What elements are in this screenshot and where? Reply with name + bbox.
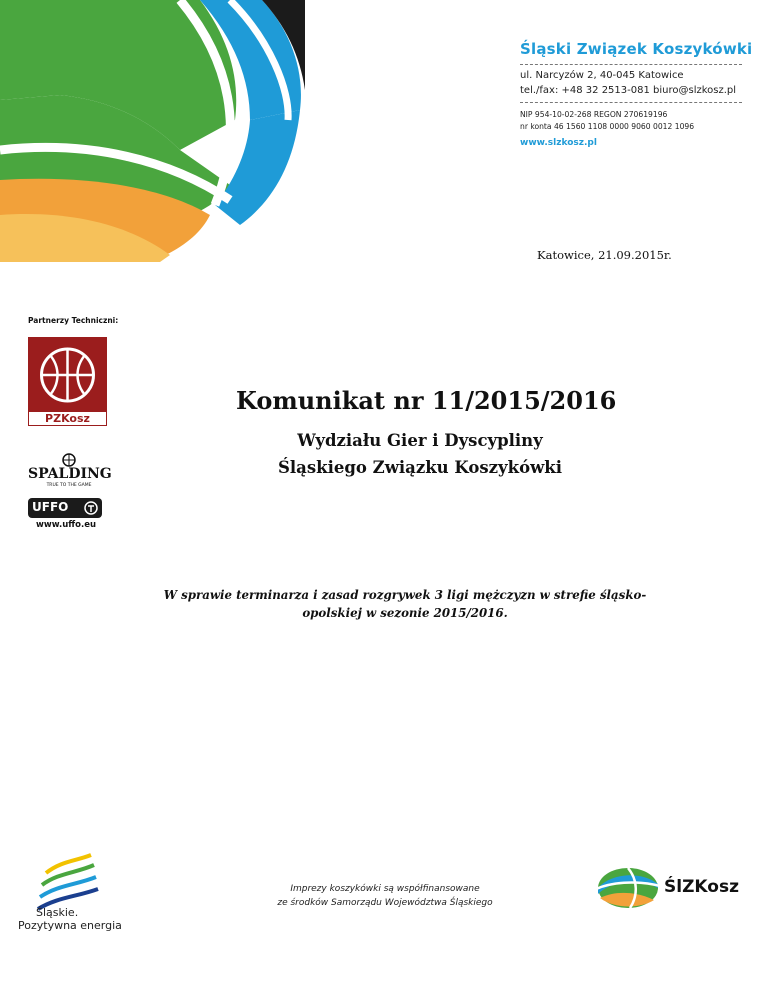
basketball-icon — [28, 337, 107, 411]
uffo-logo — [28, 498, 102, 518]
slaskie-tagline: Pozytywna energia — [18, 919, 122, 932]
pzkosz-logo — [28, 337, 107, 426]
cofunding-line1: Imprezy koszykówki są współfinansowane — [290, 884, 480, 894]
document-date: Katowice, 21.09.2015r. — [537, 248, 672, 262]
slzkosz-ball-icon — [590, 864, 662, 910]
partners-heading: Partnerzy Techniczni: — [28, 316, 119, 325]
spalding-wordmark: SPALDING — [28, 466, 112, 482]
spalding-tagline: TRUE TO THE GAME — [46, 483, 92, 488]
nip-regon-line: NIP 954-10-02-268 REGON 270619196 — [520, 110, 668, 119]
cofunding-line2: ze środków Samorządu Województwa Śląskiego — [277, 898, 493, 908]
letterhead-divider — [520, 64, 742, 65]
bank-account-line: nr konta 46 1560 1108 0000 9060 0012 1096 — [520, 122, 695, 131]
basketball-graphic — [0, 0, 320, 262]
document-subtitle-line1: Wydziału Gier i Dyscypliny — [297, 431, 543, 450]
uffo-wordmark: UFFO — [32, 500, 69, 514]
address-line: ul. Narcyzów 2, 40-045 Katowice — [520, 70, 684, 81]
document-subtitle-line2: Śląskiego Związku Koszykówki — [278, 458, 562, 477]
document-matter-line2: opolskiej w sezonie 2015/2016. — [302, 606, 508, 620]
uffo-emblem-icon — [84, 501, 98, 515]
document-matter-line1: W sprawie terminarza i zasad rozgrywek 3 ligi mężczyzn w strefie śląsko- — [163, 588, 647, 602]
document-title: Komunikat nr 11/2015/2016 — [236, 386, 617, 415]
slzkosz-wordmark: ŚlZKosz — [664, 877, 739, 897]
pzkosz-label: PZKosz — [28, 411, 107, 426]
letterhead-divider — [520, 102, 742, 103]
website-link[interactable]: www.slzkosz.pl — [520, 138, 597, 148]
slaskie-name: Śląskie. — [36, 906, 79, 919]
uffo-url: www.uffo.eu — [36, 520, 97, 530]
contact-line: tel./fax: +48 32 2513-081 biuro@slzkosz.pl — [520, 85, 737, 96]
slaskie-logo-icon — [36, 853, 106, 913]
spalding-ball-icon — [28, 453, 110, 467]
spalding-logo — [28, 452, 110, 492]
organization-name: Śląski Związek Koszykówki — [520, 40, 753, 58]
